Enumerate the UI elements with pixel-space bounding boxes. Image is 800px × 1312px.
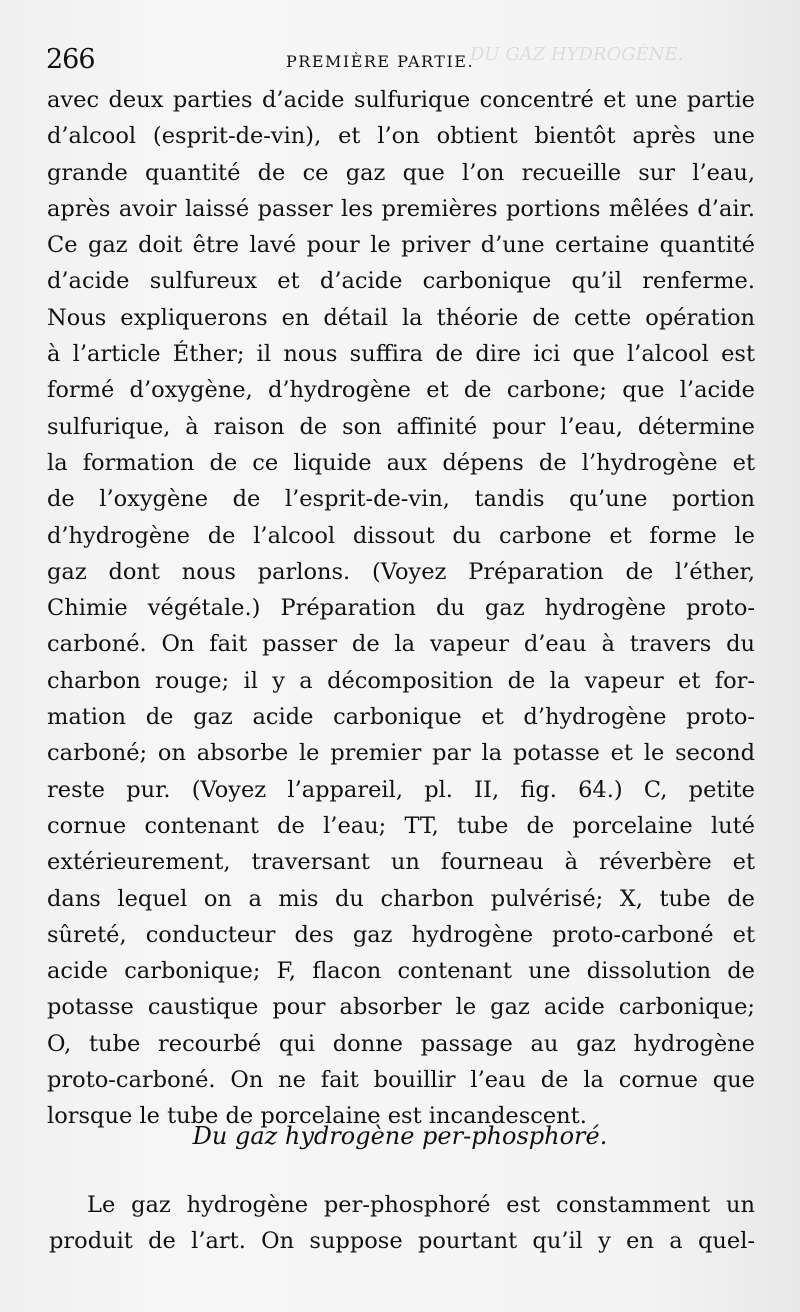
text-line: Chimie végétale.) Préparation du gaz hydrogène proto-: [47, 595, 755, 622]
text-line: Ce gaz doit être lavé pour le priver d’une certaine quantité: [47, 232, 755, 259]
text-line: Le gaz hydrogène per-phosphoré est constamment un: [87, 1192, 755, 1218]
page-header: [46, 44, 756, 76]
text-line: après avoir laissé passer les premières portions mêlées d’air.: [47, 195, 755, 222]
text-line: formé d’oxygène, d’hydrogène et de carbone; que l’acide: [47, 377, 755, 404]
second-paragraph: [49, 1187, 755, 1260]
text-line: d’acide sulfureux et d’acide carbonique qu’il renferme.: [47, 268, 755, 295]
text-line: carboné. On fait passer de la vapeur d’eau à travers du: [47, 631, 755, 658]
text-line: d’hydrogène de l’alcool dissout du carbone et forme le: [47, 522, 755, 549]
text-line: reste pur. (Voyez l’appareil, pl. II, fig. 64.) C, petite: [47, 776, 755, 803]
text-line: produit de l’art. On suppose pourtant qu’il y en a quel-: [49, 1228, 755, 1255]
text-line: carboné; on absorbe le premier par la potasse et le second: [47, 740, 755, 767]
text-line: avec deux parties d’acide sulfurique concentré et une partie: [47, 87, 755, 113]
show-through-text: DU GAZ HYDROGÈNE.: [470, 44, 684, 65]
text-line: à l’article Éther; il nous suffira de dire ici que l’alcool est: [47, 341, 755, 368]
text-line: sûreté, conducteur des gaz hydrogène proto-carboné et: [47, 921, 755, 948]
text-line: grande quantité de ce gaz que l’on recueille sur l’eau,: [47, 159, 755, 186]
text-line: de l’oxygène de l’esprit-de-vin, tandis qu’une portion: [47, 486, 755, 513]
text-line: d’alcool (esprit-de-vin), et l’on obtient bientôt après une: [47, 123, 755, 150]
text-line: proto-carboné. On ne fait bouillir l’eau de la cornue que: [47, 1067, 755, 1094]
running-title: PREMIÈRE PARTIE.: [286, 52, 475, 71]
section-heading: Du gaz hydrogène per-phosphoré.: [192, 1122, 608, 1150]
text-line: acide carbonique; F, flacon contenant une dissolution de: [47, 958, 755, 985]
page-number: 266: [46, 44, 95, 75]
text-line: charbon rouge; il y a décomposition de la vapeur et for-: [47, 667, 755, 694]
text-line: extérieurement, traversant un fourneau à réverbère et: [47, 849, 755, 876]
text-line: cornue contenant de l’eau; TT, tube de porcelaine luté: [47, 812, 755, 839]
text-line: sulfurique, à raison de son affinité pour l’eau, détermine: [47, 413, 755, 440]
text-line: lorsque le tube de porcelaine est incandescent.: [47, 1103, 587, 1130]
text-line: Nous expliquerons en détail la théorie de cette opération: [47, 304, 755, 331]
text-line: mation de gaz acide carbonique et d’hydrogène proto-: [47, 704, 755, 731]
text-line: gaz dont nous parlons. (Voyez Préparation de l’éther,: [47, 558, 755, 585]
text-line: potasse caustique pour absorber le gaz acide carbonique;: [47, 994, 755, 1021]
text-line: O, tube recourbé qui donne passage au gaz hydrogène: [47, 1030, 755, 1057]
text-line: la formation de ce liquide aux dépens de l’hydrogène et: [47, 449, 755, 476]
text-line: dans lequel on a mis du charbon pulvérisé; X, tube de: [47, 885, 755, 912]
main-paragraph: [47, 82, 755, 1135]
